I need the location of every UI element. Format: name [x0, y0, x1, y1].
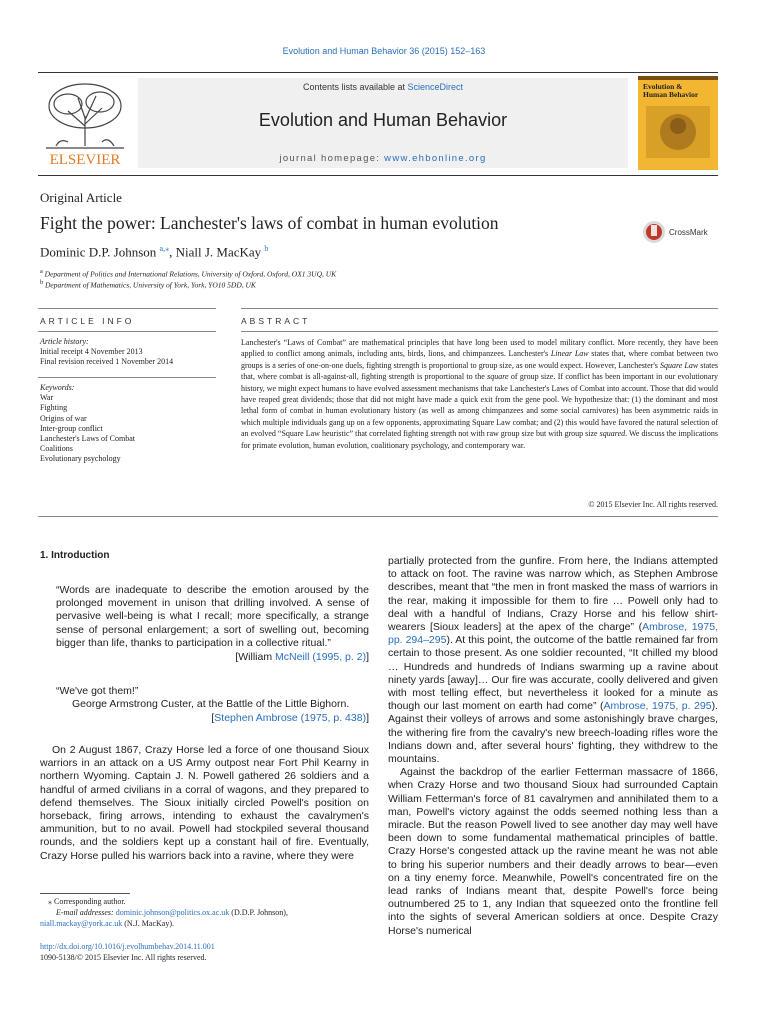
contents-available: Contents lists available at ScienceDirect	[302, 82, 464, 92]
epigraph-mcneill: “Words are inadequate to describe the emotion aroused by the prolonged movement in unison that drilling involved. A sense of pervasive well-being is what I recall; more specifically, a strange sense of personal enlargement; a sort of swelling out, becoming bigger than life, thanks to participation in a collective ritual.”	[56, 584, 369, 649]
article-type: Original Article	[40, 190, 122, 205]
journal-name: Evolution and Human Behavior	[258, 110, 508, 130]
citation-link[interactable]: Ambrose, 1975, pp. 294–295	[388, 621, 718, 647]
info-heading-rule	[38, 331, 216, 332]
history-revised: Final revision received 1 November 2014	[40, 357, 174, 367]
keyword: War	[40, 393, 54, 403]
article-history: Article history: Initial receipt 4 November 2013 Final revision received 1 November 2014	[40, 337, 210, 368]
citation-link[interactable]: Ambrose, 1975, p. 295	[603, 700, 712, 713]
affiliation-a: $^a$ Department of Politics and International Relations, University of Oxford, Oxford, OX1 3UQ, UK	[40, 268, 337, 279]
abstract-copyright: © 2015 Elsevier Inc. All rights reserved.	[588, 500, 718, 509]
abstract-heading: ABSTRACT	[241, 316, 311, 326]
keyword: Origins of war	[40, 413, 87, 423]
crossmark-label: CrossMark	[669, 228, 708, 237]
keyword: Coalitions	[40, 444, 73, 454]
intro-paragraph-1: On 2 August 1867, Crazy Horse led a force of one thousand Sioux warriors in an attack on a US Army outpost near Fort Phil Kearny in northern Wyoming. Captain J. N. Powell gathered 26 soldiers and a handful of armed civilians in a corral of wagons, and they prepared to defend themselves. The Sioux initially circled Powell's position on horseback, firing arrows, intending to exhaust the cavalrymen's ammunition, but to no avail. Powell had stockpiled several thousand rounds, and the soldiers kept up a constant hail of fire. Eventually, Crazy Horse pulled his warriors back into a ravine, where they were	[40, 744, 369, 862]
author-johnson-affil[interactable]: a,⁎	[159, 244, 170, 253]
abstract-heading-rule	[241, 331, 718, 332]
abstract-bottom-rule	[38, 516, 718, 517]
citation-link[interactable]: Stephen Ambrose (1975, p. 438)	[214, 712, 367, 724]
email-link-mackay[interactable]: niall.mackay@york.ac.uk	[40, 919, 123, 928]
info-top-rule	[38, 308, 216, 309]
footnote-corresponding: ⁎ Corresponding author.	[48, 897, 126, 906]
epigraph-mcneill-source: [William McNeill (1995, p. 2)]	[235, 651, 369, 663]
abstract-top-rule	[241, 308, 718, 309]
history-received: Initial receipt 4 November 2013	[40, 347, 143, 357]
info-mid-rule	[38, 377, 216, 378]
sciencedirect-link[interactable]: ScienceDirect	[407, 82, 464, 92]
elsevier-logo	[38, 76, 132, 170]
elsevier-wordmark: ELSEVIER	[49, 152, 121, 168]
article-title: Fight the power: Lanchester's laws of combat in human evolution	[40, 213, 499, 233]
keyword: Lanchester's Laws of Combat	[40, 434, 135, 444]
keyword: Fighting	[40, 403, 68, 413]
author-list	[40, 244, 268, 260]
cover-title-line1: Evolution &	[643, 82, 683, 91]
journal-citation[interactable]: Evolution and Human Behavior 36 (2015) 152–163	[282, 46, 486, 56]
author-mackay-affil[interactable]: b	[264, 244, 269, 253]
footnote-emails: E-mail addresses: dominic.johnson@politics.ox.ac.uk (D.D.P. Johnson),	[56, 908, 288, 917]
journal-cover[interactable]	[638, 76, 718, 170]
epigraph-custer-attribution: George Armstrong Custer, at the Battle of the Little Bighorn.	[72, 698, 350, 710]
epigraph-custer-source: [Stephen Ambrose (1975, p. 438)]	[211, 712, 369, 724]
intro-paragraph-3: Against the backdrop of the earlier Fetterman massacre of 1866, when Crazy Horse and two thousand Sioux had surrounded Captain William Fetterman's force of 81 cavalrymen and annihilated them to a man, Powell's victory against the odds seemed nothing less than a miracle. But the reason Powell lived to see another day may well have been down to some fundamental mathematical principles of battle. Crazy Horse's congested attack up the ravine meant he was not able to bring his superior numbers and their deadly arrows to bear—even on a tiny enemy force. Meanwhile, Powell's concentrated fire on the lead ranks of Indians meant that, despite Powell's force being outnumbered 25 to 1, any Indian that squeezed onto the frontline fell into the sights of several American soldiers at once. Despite Crazy Horse's numerical	[388, 766, 718, 937]
footnote-rule	[40, 893, 130, 894]
cover-title-line2: Human Behavior	[643, 90, 699, 99]
homepage-link[interactable]: www.ehbonline.org	[384, 153, 487, 164]
journal-homepage: journal homepage: www.ehbonline.org	[279, 153, 487, 164]
keyword: Inter-group conflict	[40, 423, 103, 433]
section-heading-introduction: 1. Introduction	[40, 550, 110, 561]
keyword: Evolutionary psychology	[40, 454, 121, 464]
abstract-text: Lanchester's “Laws of Combat” are mathematical principles that have long been used to model military conflict. More recently, they have been applied to conflict among animals, including ants, birds, lions, and chimpanzees. Lanchester's Linear Law states that, where combat between two groups is a series of one-on-one duels, fighting strength is proportional to group size, as one would expect. However, Lanchester's Square Law states that, where combat is all-against-all, fighting strength is proportional to the square of group size. If conflict has been important in our evolutionary history, we might expect humans to have evolved assessment mechanisms that take Lanchester's Laws of Combat into account. Those that did would have reaped great dividends; those that did not might have made a quick exit from the gene pool. We hypothesize that: (1) the dominant and most lethal form of combat in human evolutionary history (as well as among chimpanzees and some social carnivores) has been asymmetric raids in which multiple individuals gang up on a few opponents, approximating Square Law combat; and (2) this would have favored the natural selection of an evolved “Square Law heuristic” that correlated fighting strength not with raw group size but with group size squared. We discuss the implications for primate evolution, human evolution, coalitionary psychology, and contemporary war.	[241, 338, 719, 450]
keywords: Keywords: War Fighting Origins of war Inter-group conflict Lanchester's Laws of Combat Coalitions Evolutionary psychology	[40, 383, 210, 465]
intro-right-column	[388, 555, 718, 938]
affiliation-b: $^b$ Department of Mathematics, University of York, York, YO10 5DD, UK	[40, 279, 256, 290]
footnote-emails-line2: niall.mackay@york.ac.uk (N.J. MacKay).	[40, 919, 174, 928]
email-link-johnson[interactable]: dominic.johnson@politics.ox.ac.uk	[115, 908, 230, 917]
author-mackay: , Niall J. MacKay	[169, 244, 265, 260]
intro-paragraph-2: partially protected from the gunfire. From here, the Indians attempted to attack on foot. The ravine was narrow which, as Stephen Ambrose describes, meant that “the men in front masked the mass of warriors in the rear, making it impossible for them to fire … Powell only had to deal with a handful of Indians, Crazy Horse and his fellow shirt-wearers [Sioux leaders] at the apex of the charge” (Ambrose, 1975, pp. 294–295). At this point, the outcome of the battle remained far from certain to those present. As one soldier recounted, “It chilled my blood … Hundreds and hundreds of Indians swarming up a ravine about ninety yards [away]… Our fire was accurate, coolly delivered and given with most telling effect, but nevertheless it looked for a minute as though our last moment on earth had come” (Ambrose, 1975, p. 295). Against their volleys of arrows and some astonishingly brave charges, the withering fire from the cavalry's new breech-loading rifles wore the Indians down and, after several hours' fighting, they withdrew to the mountains.	[388, 555, 718, 766]
doi-link[interactable]: http://dx.doi.org/10.1016/j.evolhumbehav.2014.11.001	[40, 942, 215, 951]
header-bottom-rule	[38, 175, 718, 176]
epigraph-custer: “We've got them!”	[56, 685, 139, 697]
issn-copyright: 1090-5138/© 2015 Elsevier Inc. All rights reserved.	[40, 953, 207, 962]
author-johnson: Dominic D.P. Johnson	[40, 244, 160, 260]
crossmark-badge[interactable]	[642, 220, 718, 244]
citation-link[interactable]: McNeill (1995, p. 2)	[275, 651, 367, 663]
top-rule	[38, 72, 718, 73]
article-info-heading: ARTICLE INFO	[40, 316, 135, 326]
